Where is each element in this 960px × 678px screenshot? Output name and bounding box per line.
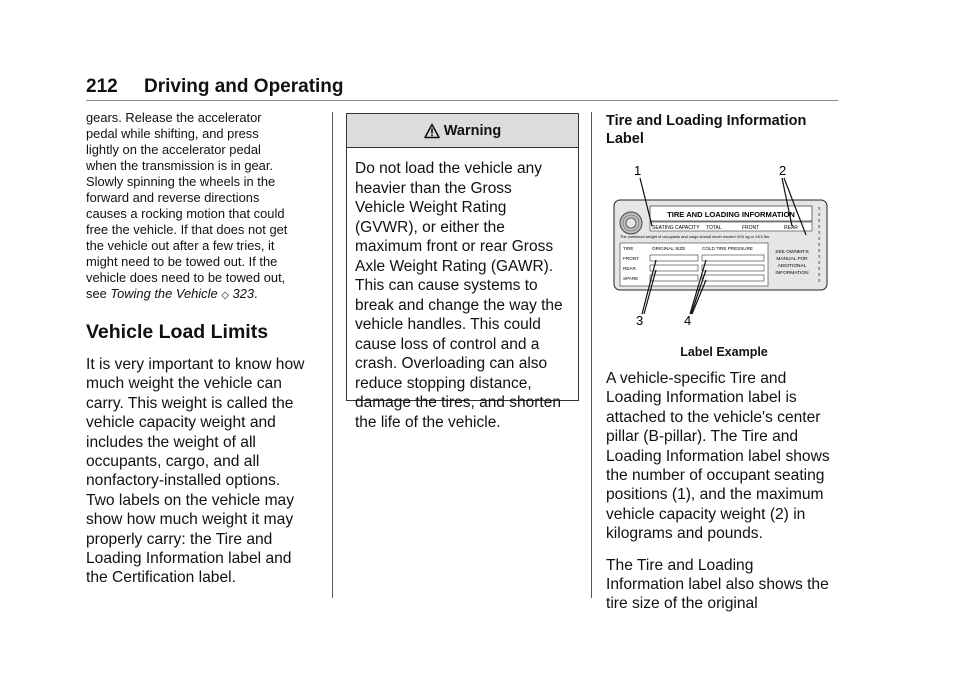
text-line: positions (1), and the maximum <box>606 486 824 504</box>
label-original-size: ORIGINAL SIZE <box>652 246 686 251</box>
label-owners-manual-3: ADDITIONAL <box>777 264 807 269</box>
warning-triangle-icon <box>424 123 440 139</box>
svg-text:x: x <box>818 236 821 242</box>
text-line: nonfactory-installed options. <box>86 472 281 490</box>
text-line: free the vehicle. If that does not get <box>86 222 288 237</box>
svg-text:x: x <box>818 242 821 248</box>
warning-header <box>347 114 578 148</box>
text-line: heavier than the Gross <box>355 179 512 197</box>
cross-reference-link[interactable]: Towing the Vehicle <box>110 286 218 301</box>
tire-label-figure <box>606 160 842 340</box>
text-line: Vehicle Weight Rating <box>355 199 507 216</box>
column-left <box>86 110 318 588</box>
svg-text:x: x <box>818 212 821 218</box>
text-line: Loading Information label shows <box>606 447 830 465</box>
text-line: includes the weight of all <box>86 433 256 451</box>
label-row-spare: SPARE <box>623 276 639 281</box>
text-line: Axle Weight Rating (GAWR). <box>355 257 554 275</box>
label-row-front: FRONT <box>623 256 639 261</box>
text-line: vehicle capacity weight (2) in <box>606 505 806 523</box>
figure-caption: Label Example <box>680 345 768 359</box>
svg-text:x: x <box>818 206 821 212</box>
text-line: show how much weight it may <box>86 511 294 529</box>
label-rear: REAR <box>784 225 798 231</box>
label-owners-manual-4: INFORMATION <box>775 271 809 276</box>
see-suffix: . <box>254 286 258 301</box>
page-ref-arrow-icon: ◇ <box>221 290 229 301</box>
warning-title: Warning <box>443 122 502 139</box>
text-line: Information label also shows the <box>606 576 829 594</box>
text-line: Tire and Loading Information <box>606 113 807 129</box>
text-line: the vehicle out after a few tries, it <box>86 238 275 253</box>
label-paragraph-1 <box>606 369 842 544</box>
callout-3: 3 <box>636 313 644 328</box>
label-row-rear: REAR <box>623 266 636 271</box>
text-line: carry. This weight is called the <box>86 394 294 412</box>
text-line: kilograms and pounds. <box>606 525 763 543</box>
text-line: pillar (B-pillar). The Tire and <box>606 428 799 446</box>
text-line: forward and reverse directions <box>86 190 260 205</box>
text-line: the Certification label. <box>86 569 236 587</box>
callout-4: 4 <box>684 313 692 328</box>
page-number: 212 <box>86 76 118 97</box>
text-line: crash. Overloading can also <box>355 355 548 372</box>
text-line: gears. Release the accelerator <box>86 110 262 125</box>
text-line: Do not load the vehicle any <box>355 160 542 177</box>
svg-text:x: x <box>818 260 821 266</box>
column-divider-2 <box>591 112 592 598</box>
svg-text:x: x <box>818 266 821 272</box>
text-line: tire size of the original <box>606 595 758 613</box>
label-cold-pressure: COLD TIRE PRESSURE <box>702 246 753 251</box>
label-total: TOTAL <box>706 225 722 231</box>
text-line: cause loss of control and a <box>355 335 540 353</box>
svg-text:x: x <box>818 272 821 278</box>
column-divider-1 <box>332 112 333 598</box>
text-line: vehicle capacity weight and <box>86 414 276 432</box>
text-line: might need to be towed out. If the <box>86 254 278 269</box>
subsection-title <box>606 112 842 148</box>
label-tire: TIRE <box>623 246 634 251</box>
label-paragraph-2 <box>606 556 842 614</box>
page-header <box>86 70 838 101</box>
text-line: Loading Information label and <box>86 550 292 568</box>
warning-text <box>347 148 578 432</box>
label-owners-manual-1: SEE OWNER'S <box>775 250 809 255</box>
text-line: lightly on the accelerator pedal <box>86 142 261 157</box>
text-line: the life of the vehicle. <box>355 413 501 431</box>
text-line: reduce stopping distance, <box>355 374 532 392</box>
intro-paragraph <box>86 110 318 304</box>
svg-text:x: x <box>818 278 821 284</box>
svg-text:x: x <box>818 254 821 260</box>
column-right <box>606 112 842 613</box>
warning-box <box>346 113 579 431</box>
callout-2: 2 <box>779 163 787 178</box>
label-front: FRONT <box>742 225 760 231</box>
text-line: This can cause systems to <box>355 277 538 294</box>
see-prefix: see <box>86 286 111 301</box>
cross-reference-page[interactable]: 323 <box>228 286 255 301</box>
text-line: much weight the vehicle can <box>86 375 282 393</box>
text-line: The Tire and Loading <box>606 556 754 574</box>
text-line: break and change the way the <box>355 296 563 314</box>
text-line: when the transmission is in gear. <box>86 158 274 173</box>
label-combined-weight: The combined weight of occupants and cargo should never exceed XXX kg or XXX lbs. <box>620 234 771 239</box>
text-line: vehicle handles. This could <box>355 316 541 333</box>
column-right-text <box>606 369 842 614</box>
text-line: Two labels on the vehicle may <box>86 491 295 509</box>
text-line: Slowly spinning the wheels in the <box>86 174 276 189</box>
label-owners-manual-2: MANUAL FOR <box>776 257 808 262</box>
callout-1: 1 <box>634 163 642 178</box>
label-title: TIRE AND LOADING INFORMATION <box>667 210 795 219</box>
heading-vehicle-load-limits: Vehicle Load Limits <box>86 321 269 343</box>
load-limits-paragraph <box>86 355 318 588</box>
text-line: vehicle does need to be towed out, <box>86 270 286 285</box>
label-seating: SEATING CAPACITY <box>652 225 700 231</box>
text-line: causes a rocking motion that could <box>86 206 285 221</box>
text-line: properly carry: the Tire and <box>86 530 273 548</box>
text-line: occupants, cargo, and all <box>86 453 260 471</box>
text-line: (GVWR), or either the <box>355 218 505 236</box>
text-line: It is very important to know how <box>86 356 305 373</box>
text-line: A vehicle-specific Tire and <box>606 370 787 387</box>
text-line: Loading Information label is <box>606 389 797 407</box>
text-line: Label <box>606 131 644 147</box>
section-title: Driving and Operating <box>144 76 344 97</box>
text-line: pedal while shifting, and press <box>86 126 259 141</box>
svg-text:x: x <box>818 218 821 224</box>
svg-text:x: x <box>818 230 821 236</box>
svg-text:x: x <box>818 224 821 230</box>
text-line: attached to the vehicle's center <box>606 408 821 426</box>
text-line: the number of occupant seating <box>606 467 825 485</box>
text-line: maximum front or rear Gross <box>355 238 554 255</box>
svg-text:x: x <box>818 248 821 254</box>
text-line: damage the tires, and shorten <box>355 394 561 411</box>
